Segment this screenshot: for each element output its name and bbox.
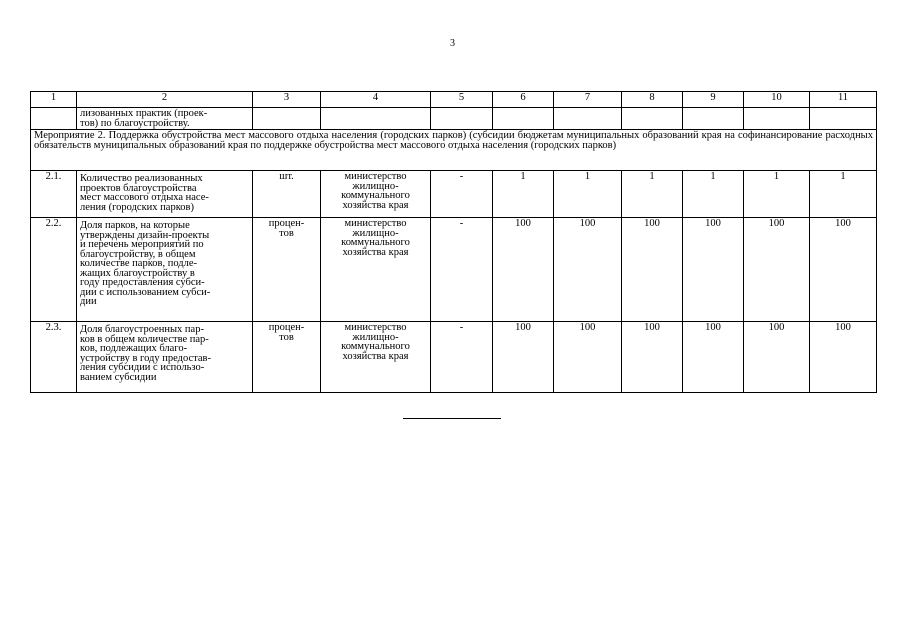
text-line: жилищно- bbox=[352, 331, 399, 343]
responsible-cell bbox=[321, 171, 431, 218]
text-line: тов bbox=[279, 227, 294, 239]
text-line: хозяйства края bbox=[342, 350, 409, 362]
text-line: тов bbox=[279, 331, 294, 343]
indicator-name bbox=[77, 108, 253, 130]
header-cell: 3 bbox=[253, 92, 321, 108]
value-cell: 100 bbox=[554, 322, 622, 393]
text-line: проектов благоустройства bbox=[80, 182, 197, 194]
base-value: - bbox=[431, 171, 493, 218]
text-line: жащих благоустройству в bbox=[80, 267, 195, 279]
row-number: 2.1. bbox=[31, 171, 77, 218]
row-number: 2.2. bbox=[31, 218, 77, 322]
text-line: лизованных практик (проек- bbox=[80, 108, 208, 119]
value-cell: 1 bbox=[744, 171, 810, 218]
value-cell: 100 bbox=[683, 322, 744, 393]
value-cell: 1 bbox=[810, 171, 877, 218]
text-line: ления субсидии с использо- bbox=[80, 362, 205, 373]
text-line: жилищно- bbox=[352, 227, 399, 239]
text-line: процен- bbox=[268, 218, 305, 229]
indicators-table bbox=[30, 91, 877, 393]
indicator-name bbox=[77, 322, 253, 393]
table-row bbox=[31, 218, 877, 322]
text-line: Доля парков, на которые bbox=[80, 220, 190, 231]
text-line: министерство bbox=[344, 171, 407, 182]
header-cell: 9 bbox=[683, 92, 744, 108]
text-line: Количество реализованных bbox=[80, 173, 203, 184]
value-cell: 1 bbox=[493, 171, 554, 218]
text-line: ков в общем количестве пар- bbox=[80, 333, 209, 345]
value-cell: 1 bbox=[622, 171, 683, 218]
base-value: - bbox=[431, 322, 493, 393]
text-line: хозяйства края bbox=[342, 246, 409, 258]
text-line: Доля благоустроенных пар- bbox=[80, 324, 204, 335]
section-row bbox=[31, 130, 877, 171]
value-cell: 100 bbox=[810, 322, 877, 393]
table-row bbox=[31, 171, 877, 218]
value-cell: 100 bbox=[554, 218, 622, 322]
value-cell: 100 bbox=[744, 218, 810, 322]
text-line: министерство bbox=[344, 322, 407, 333]
end-of-table-rule bbox=[403, 418, 501, 419]
text-line: хозяйства края bbox=[342, 199, 409, 211]
text-line: ков, подлежащих благо- bbox=[80, 343, 188, 354]
text-line: тов) по благоустройству. bbox=[80, 117, 190, 129]
header-cell: 5 bbox=[431, 92, 493, 108]
text-line: коммунального bbox=[341, 341, 410, 352]
text-line: коммунального bbox=[341, 237, 410, 248]
text-line: министерство bbox=[344, 218, 407, 229]
text-line: дии bbox=[80, 296, 97, 307]
unit-cell bbox=[253, 322, 321, 393]
header-cell: 4 bbox=[321, 92, 431, 108]
indicator-name bbox=[77, 171, 253, 218]
unit-cell bbox=[253, 218, 321, 322]
value-cell: 1 bbox=[683, 171, 744, 218]
text-line: жилищно- bbox=[352, 180, 399, 192]
text-line: ления (городских парков) bbox=[80, 201, 194, 213]
indicator-name bbox=[77, 218, 253, 322]
value-cell: 100 bbox=[493, 218, 554, 322]
responsible-cell bbox=[321, 322, 431, 393]
responsible-cell bbox=[321, 218, 431, 322]
text-line: утверждены дизайн-проекты bbox=[80, 229, 210, 241]
base-value: - bbox=[431, 218, 493, 322]
value-cell: 100 bbox=[683, 218, 744, 322]
header-cell: 2 bbox=[77, 92, 253, 108]
text-line: процен- bbox=[268, 322, 305, 333]
page-number: 3 bbox=[450, 38, 455, 49]
header-cell: 10 bbox=[744, 92, 810, 108]
text-line: году предоставления субси- bbox=[80, 277, 205, 288]
text-line: коммунального bbox=[341, 190, 410, 201]
table-header-row bbox=[31, 92, 877, 108]
unit-cell bbox=[253, 171, 321, 218]
text-line: благоустройству, в общем bbox=[80, 248, 196, 260]
continuation-row bbox=[31, 108, 877, 130]
value-cell: 1 bbox=[554, 171, 622, 218]
section-title: Мероприятие 2. Поддержка обустройства мест массового отдыха населения (городских парков) (субсидии бюджетам муниципальных образований края на софинансирование расходных обязательств муниципальных образований края по поддержке обустройства мест массового отдыха населения (городских парков) bbox=[31, 130, 877, 171]
text-line: количестве парков, подле- bbox=[80, 258, 198, 269]
value-cell: 100 bbox=[744, 322, 810, 393]
text-line: дии с использованием субси- bbox=[80, 286, 211, 298]
header-cell: 1 bbox=[31, 92, 77, 108]
header-cell: 6 bbox=[493, 92, 554, 108]
text-line: ванием субсидии bbox=[80, 371, 157, 383]
text-line: устройству в году предостав- bbox=[80, 352, 211, 364]
value-cell: 100 bbox=[493, 322, 554, 393]
header-cell: 8 bbox=[622, 92, 683, 108]
value-cell: 100 bbox=[622, 322, 683, 393]
header-cell: 11 bbox=[810, 92, 877, 108]
row-number: 2.3. bbox=[31, 322, 77, 393]
header-cell: 7 bbox=[554, 92, 622, 108]
value-cell: 100 bbox=[622, 218, 683, 322]
value-cell: 100 bbox=[810, 218, 877, 322]
text-line: шт. bbox=[279, 171, 294, 182]
text-line: и перечень мероприятий по bbox=[80, 239, 204, 250]
table-row bbox=[31, 322, 877, 393]
text-line: мест массового отдыха насе- bbox=[80, 192, 209, 203]
